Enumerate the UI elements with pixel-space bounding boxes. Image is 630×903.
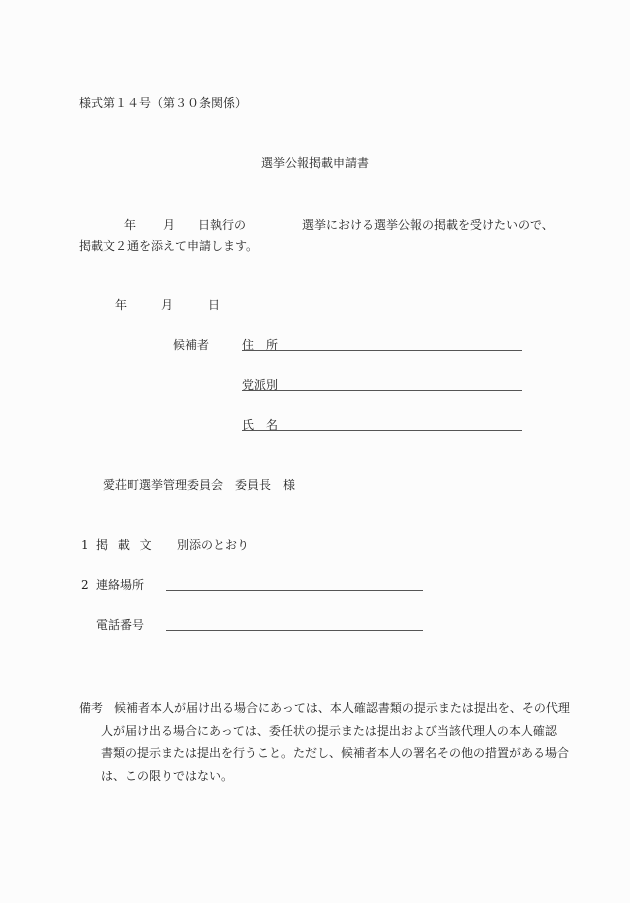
- remarks-line: 候補者本人が届け出る場合にあっては、本人確認書類の提示または提出を、その代理: [114, 701, 570, 715]
- addressee: 愛荘町選挙管理委員会 委員長 様: [103, 478, 296, 492]
- name-label: 氏 名: [242, 418, 279, 432]
- date-year[interactable]: 年: [115, 298, 128, 312]
- party-field[interactable]: [242, 390, 522, 391]
- name-field[interactable]: [242, 430, 522, 431]
- document-title: 選挙公報掲載申請書: [261, 156, 370, 170]
- date-month[interactable]: 月: [161, 298, 174, 312]
- item-number: 2: [81, 578, 89, 592]
- intro-election-text: 選挙における選挙公報の掲載を受けたいので、: [302, 218, 554, 232]
- remarks-line: は、この限りではない。: [101, 768, 234, 783]
- item-label: 電話番号: [96, 618, 145, 632]
- candidate-label: 候補者: [173, 338, 210, 352]
- item-label: 連絡場所: [96, 578, 145, 592]
- remarks-label: 備考: [79, 701, 104, 715]
- address-label: 住 所: [242, 338, 279, 352]
- item-value: 別添のとおり: [177, 538, 250, 552]
- phone-number-field[interactable]: [166, 630, 423, 631]
- intro-month: 月: [163, 218, 176, 232]
- intro-day-exec: 日執行の: [198, 218, 247, 232]
- item-label: 掲 載 文: [96, 538, 155, 552]
- address-field[interactable]: [242, 350, 522, 351]
- party-label: 党派別: [242, 378, 279, 392]
- remarks-line: 人が届け出る場合にあっては、委任状の提示または提出および当該代理人の本人確認: [101, 723, 557, 738]
- form-number: 様式第１４号（第３０条関係）: [79, 96, 248, 110]
- remarks-line: 書類の提示または提出を行うこと。ただし、候補者本人の署名その他の措置がある場合: [101, 746, 570, 760]
- remarks-text: [79, 697, 570, 787]
- date-day[interactable]: 日: [208, 298, 221, 312]
- contact-place-field[interactable]: [166, 590, 423, 591]
- intro-year: 年: [124, 218, 137, 232]
- intro-line2: 掲載文２通を添えて申請します。: [79, 239, 259, 253]
- item-number: 1: [81, 538, 89, 552]
